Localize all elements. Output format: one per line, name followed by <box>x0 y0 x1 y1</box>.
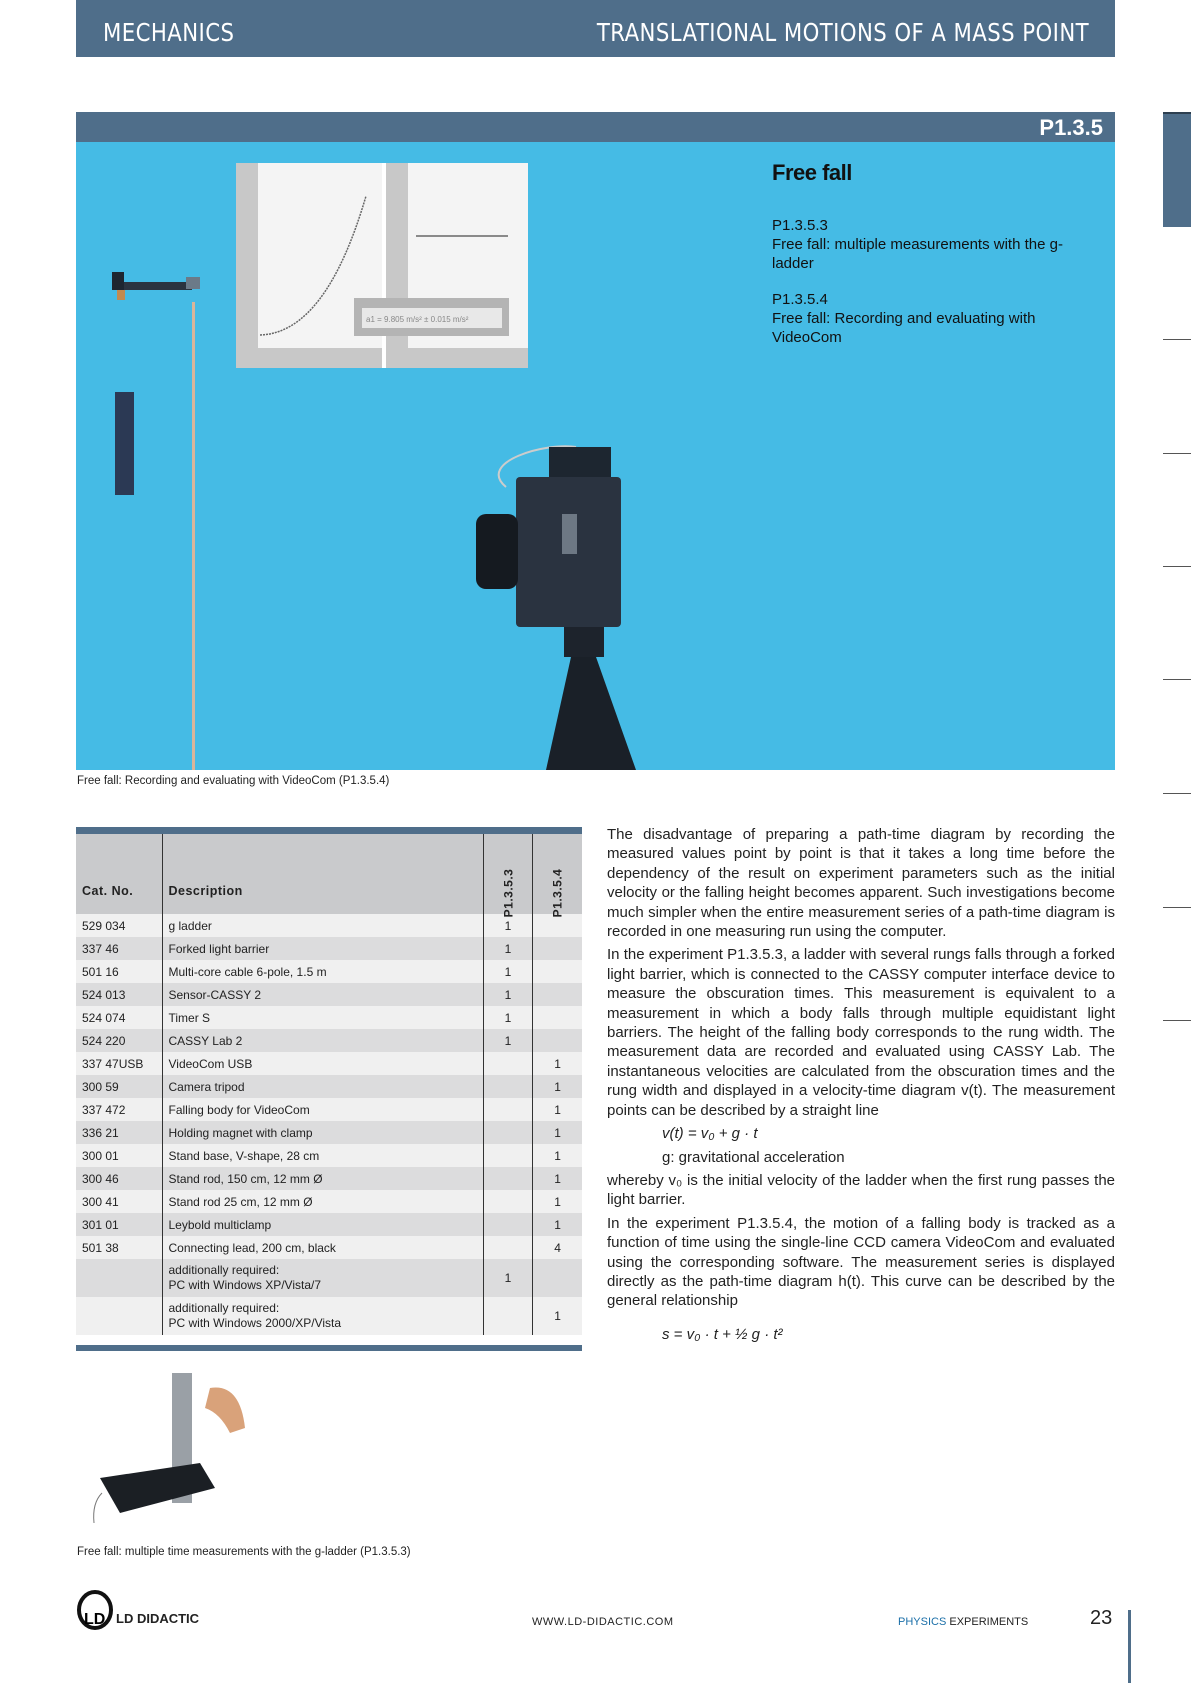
cat-no-cell <box>76 1259 162 1297</box>
col-p1353: P1.3.5.3 <box>483 827 533 914</box>
table-row <box>76 1098 582 1121</box>
p1353-cell: 1 <box>483 1259 533 1297</box>
paragraph: In the experiment P1.3.5.3, a ladder with several rungs falls through a forked light barrier, which is connected to the CASSY computer interface device to measure the obscuration times. This measurement is equivalent to a measurement in which a body falls through multiple equidistant light barriers. The height of the falling body corresponds to the rung width. The measurement data are recorded and evaluated using CASSY Lab. The instantaneous velocities are calculated from the obscuration times and the rung width and displayed in a velocity-time diagram v(t). The measurement points can be described by a straight line <box>607 946 1115 1119</box>
p1354-cell <box>533 1029 582 1052</box>
chapter-header <box>76 0 1115 57</box>
p1353-cell <box>483 1052 533 1075</box>
p1354-cell: 1 <box>533 1121 582 1144</box>
description-cell: Sensor-CASSY 2 <box>162 983 483 1006</box>
formula-velocity: v(t) = v₀ + g · t <box>662 1125 758 1143</box>
p1354-cell <box>533 914 582 937</box>
p1354-cell <box>533 1006 582 1029</box>
section-label: MECHANICS <box>103 18 235 47</box>
table-row <box>76 1052 582 1075</box>
footer-category: PHYSICS EXPERIMENTS <box>898 1616 1029 1628</box>
description-cell: Camera tripod <box>162 1075 483 1098</box>
experiment-title: Free fall <box>772 160 852 185</box>
p1354-cell <box>533 983 582 1006</box>
chapter-tab-divider <box>1163 679 1191 680</box>
description-cell: Forked light barrier <box>162 937 483 960</box>
description-cell: Stand rod 25 cm, 12 mm Ø <box>162 1190 483 1213</box>
p1354-cell <box>533 960 582 983</box>
description-cell: Stand rod, 150 cm, 12 mm Ø <box>162 1167 483 1190</box>
cat-no-cell: 524 074 <box>82 1010 126 1025</box>
photo-caption: Free fall: Recording and evaluating with VideoCom (P1.3.5.4) <box>77 775 390 787</box>
p1353-cell <box>483 1144 533 1167</box>
description-cell: Holding magnet with clamp <box>162 1121 483 1144</box>
cat-no-cell: 337 472 <box>82 1102 126 1117</box>
experiment-entry <box>772 290 1102 347</box>
table-row <box>76 1121 582 1144</box>
experiment-name: Free fall: Recording and evaluating with VideoCom <box>772 310 1036 346</box>
description-cell: Falling body for VideoCom <box>162 1098 483 1121</box>
chapter-tab-divider <box>1163 1020 1191 1021</box>
p1354-cell: 1 <box>533 1297 582 1335</box>
chapter-tab-active[interactable] <box>1163 112 1191 227</box>
p1353-cell: 1 <box>483 914 533 937</box>
table-row <box>76 1075 582 1098</box>
p1353-cell <box>483 1236 533 1259</box>
p1353-cell <box>483 1190 533 1213</box>
p1354-cell: 1 <box>533 1144 582 1167</box>
description-cell: Multi-core cable 6-pole, 1.5 m <box>162 960 483 983</box>
cat-no-cell: 300 01 <box>82 1148 119 1163</box>
equipment-table <box>76 827 582 1335</box>
stand-rod <box>192 302 195 770</box>
experiment-code: P1.3.5.4 <box>772 291 828 308</box>
p1354-cell <box>533 1259 582 1297</box>
cat-no-cell: 524 013 <box>82 987 126 1002</box>
p1353-cell: 1 <box>483 1029 533 1052</box>
p1354-cell: 1 <box>533 1098 582 1121</box>
p1353-cell <box>483 1075 533 1098</box>
cat-no-cell: 300 41 <box>82 1194 119 1209</box>
paragraph: The disadvantage of preparing a path-time diagram by recording the measured values point by point is that it takes a long time before the dependency of the result on experiment parameters such as the initial velocity or the falling height becomes apparent. Such investigations become much simpler when the entire measurement series of a path-time diagram is recorded in one measuring run using the computer. <box>607 826 1115 941</box>
chapter-title: TRANSLATIONAL MOTIONS OF A MASS POINT <box>596 18 1089 47</box>
chapter-tab-divider <box>1163 566 1191 567</box>
g-ladder-photo <box>80 1368 260 1528</box>
body-text <box>607 825 1115 1348</box>
section-bar <box>76 112 1115 142</box>
table-row <box>76 1213 582 1236</box>
paragraph: whereby v₀ is the initial velocity of the ladder when the first rung passes the light barrier. <box>607 1171 1115 1209</box>
p1354-cell: 1 <box>533 1213 582 1236</box>
cat-no-cell: 336 21 <box>82 1125 119 1140</box>
p1354-cell: 4 <box>533 1236 582 1259</box>
holding-magnet <box>114 282 192 290</box>
experiment-code: P1.3.5.3 <box>772 217 828 234</box>
formula-path: s = v₀ · t + ½ g · t² <box>662 1325 783 1343</box>
page-bar <box>1128 1610 1131 1683</box>
description-cell: Leybold multiclamp <box>162 1213 483 1236</box>
photo-caption: Free fall: multiple time measurements with the g-ladder (P1.3.5.3) <box>77 1546 411 1558</box>
p1353-cell <box>483 1167 533 1190</box>
svg-text:LD: LD <box>84 1611 106 1628</box>
chapter-tab-divider <box>1163 907 1191 908</box>
falling-body <box>115 392 134 495</box>
description-cell: Timer S <box>162 1006 483 1029</box>
cat-no-cell: 300 46 <box>82 1171 119 1186</box>
p1353-cell <box>483 1213 533 1236</box>
chapter-tab-divider <box>1163 793 1191 794</box>
p1353-cell: 1 <box>483 937 533 960</box>
cat-no-cell: 524 220 <box>82 1033 126 1048</box>
table-row <box>76 1259 582 1297</box>
section-code: P1.3.5 <box>1039 115 1103 140</box>
cat-no-cell: 501 16 <box>82 964 119 979</box>
col-cat-no: Cat. No. <box>82 884 134 898</box>
description-cell: CASSY Lab 2 <box>162 1029 483 1052</box>
table-row <box>76 937 582 960</box>
cat-no-cell <box>76 1297 162 1335</box>
page-number: 23 <box>1090 1607 1113 1629</box>
p1353-cell <box>483 1297 533 1335</box>
p1353-cell <box>483 1098 533 1121</box>
p1354-cell: 1 <box>533 1167 582 1190</box>
brand-logo <box>76 1590 199 1630</box>
p1354-cell: 1 <box>533 1052 582 1075</box>
description-cell: additionally required: PC with Windows XP/Vista/7 <box>162 1259 483 1297</box>
table-top-rule <box>76 827 582 834</box>
chapter-tab-divider <box>1163 339 1191 340</box>
cat-no-cell: 337 47USB <box>82 1056 144 1071</box>
table-row <box>76 1144 582 1167</box>
cat-no-cell: 529 034 <box>82 918 126 933</box>
table-row <box>76 1029 582 1052</box>
table-row <box>76 1190 582 1213</box>
table-row <box>76 1006 582 1029</box>
cat-no-cell: 300 59 <box>82 1079 119 1094</box>
col-p1354: P1.3.5.4 <box>533 827 582 914</box>
paragraph: In the experiment P1.3.5.4, the motion of a falling body is tracked as a function of time using the single-line CCD camera VideoCom and evaluated using the corresponding software. The measurement series is displayed directly as the path-time diagram h(t). This curve can be described by the general relationship <box>607 1214 1115 1310</box>
table-row <box>76 1297 582 1335</box>
p1354-cell: 1 <box>533 1075 582 1098</box>
p1354-cell <box>533 937 582 960</box>
table-row <box>76 1167 582 1190</box>
table-row <box>76 914 582 937</box>
cat-no-cell: 337 46 <box>82 941 119 956</box>
cat-no-cell: 301 01 <box>82 1217 119 1232</box>
table-row <box>76 1236 582 1259</box>
table-row <box>76 983 582 1006</box>
ld-logo-icon <box>76 1590 114 1630</box>
footer-url[interactable]: WWW.LD-DIDACTIC.COM <box>532 1616 674 1628</box>
formula-note: g: gravitational acceleration <box>662 1148 845 1166</box>
p1353-cell <box>483 1121 533 1144</box>
camera-tripod <box>546 657 636 770</box>
fit-readout: a1 = 9.805 m/s² ± 0.015 m/s² <box>366 315 469 324</box>
description-cell: VideoCom USB <box>162 1052 483 1075</box>
p1353-cell: 1 <box>483 983 533 1006</box>
p1353-cell: 1 <box>483 1006 533 1029</box>
table-bottom-rule <box>76 1345 582 1351</box>
logo-text: LD DIDACTIC <box>116 1611 200 1626</box>
description-cell: additionally required: PC with Windows 2000/XP/Vista <box>162 1297 483 1335</box>
chapter-tab-divider <box>1163 453 1191 454</box>
experiment-name: Free fall: multiple measurements with the g-ladder <box>772 236 1063 272</box>
experiment-entry <box>772 216 1102 273</box>
cat-no-cell: 501 38 <box>82 1240 119 1255</box>
software-screenshot <box>236 163 528 368</box>
description-cell: Stand base, V-shape, 28 cm <box>162 1144 483 1167</box>
p1353-cell: 1 <box>483 960 533 983</box>
description-cell: Connecting lead, 200 cm, black <box>162 1236 483 1259</box>
col-description: Description <box>162 827 483 914</box>
p1354-cell: 1 <box>533 1190 582 1213</box>
description-cell: g ladder <box>162 914 483 937</box>
table-row <box>76 960 582 983</box>
